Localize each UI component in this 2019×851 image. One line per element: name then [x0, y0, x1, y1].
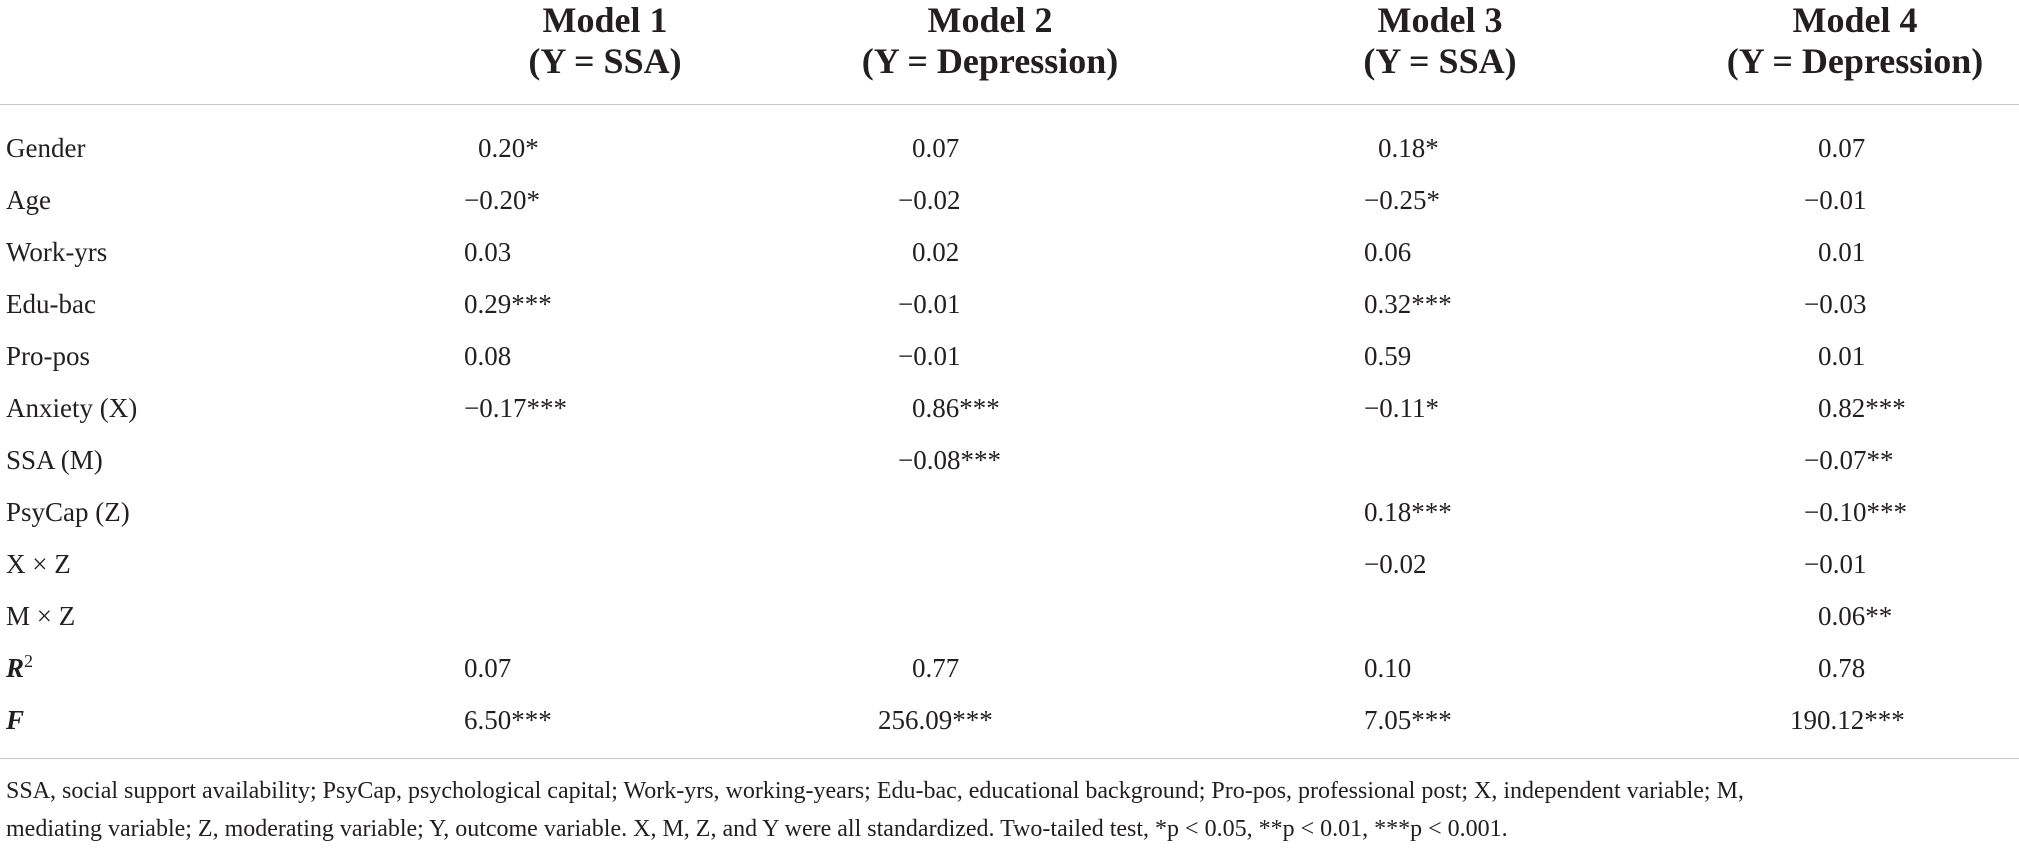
cell-model-3: 7.05*** — [1364, 705, 1452, 735]
table-row — [0, 538, 2019, 590]
cell-model-3: −0.02 — [1364, 549, 1427, 579]
cell-model-4: 0.01 — [1818, 237, 1866, 267]
table-row — [0, 382, 2019, 434]
column-header-model-4 — [1700, 0, 2010, 82]
cell-model-4: 190.12*** — [1790, 705, 1905, 735]
model-outcome: (Y = SSA) — [1363, 41, 1517, 81]
table-row — [0, 174, 2019, 226]
row-label: Anxiety (X) — [6, 393, 138, 423]
table-row-f-statistic — [0, 694, 2019, 746]
footnote-line: mediating variable; Z, moderating variable; Y, outcome variable. X, M, Z, and Y were all standardized. Two-tailed test, *p < 0.05, **p < 0.01, ***p < 0.001. — [6, 816, 1508, 842]
cell-model-4: −0.01 — [1804, 185, 1867, 215]
cell-model-1: 0.03 — [464, 237, 512, 267]
cell-model-3: 0.59 — [1364, 341, 1412, 371]
header-divider — [0, 104, 2019, 105]
cell-model-4: 0.78 — [1818, 653, 1866, 683]
cell-model-3: 0.10 — [1364, 653, 1412, 683]
cell-model-2: 0.77 — [912, 653, 960, 683]
cell-model-1: 0.07 — [464, 653, 512, 683]
cell-model-3: −0.25* — [1364, 185, 1440, 215]
cell-model-4: −0.03 — [1804, 289, 1867, 319]
row-label: PsyCap (Z) — [6, 497, 130, 527]
cell-model-4: 0.82*** — [1818, 393, 1906, 423]
r-squared-superscript: 2 — [24, 651, 34, 671]
cell-model-4: 0.06** — [1818, 601, 1893, 631]
column-header-model-2 — [810, 0, 1170, 82]
model-name: Model 4 — [1792, 0, 1918, 40]
table-row — [0, 590, 2019, 642]
row-label: Edu-bac — [6, 289, 96, 319]
cell-model-3: 0.18* — [1378, 133, 1439, 163]
cell-model-1: 0.29*** — [464, 289, 552, 319]
model-name: Model 2 — [927, 0, 1053, 40]
row-label: Pro-pos — [6, 341, 91, 371]
row-label: M × Z — [6, 601, 76, 631]
r-squared-symbol: R — [6, 653, 25, 683]
row-label: Age — [6, 185, 51, 215]
footnote-line: SSA, social support availability; PsyCap, psychological capital; Work-yrs, working-years; Edu-bac, educational background; Pro-pos, professional post; X, independent variable; M, — [6, 778, 1744, 804]
cell-model-1: −0.20* — [464, 185, 540, 215]
cell-model-2: −0.02 — [898, 185, 961, 215]
cell-model-1: 6.50*** — [464, 705, 552, 735]
cell-model-4: −0.07** — [1804, 445, 1894, 475]
cell-model-4: −0.10*** — [1804, 497, 1907, 527]
row-label — [6, 642, 33, 694]
table-row — [0, 278, 2019, 330]
cell-model-4: −0.01 — [1804, 549, 1867, 579]
cell-model-2: −0.08*** — [898, 445, 1001, 475]
cell-model-1: −0.17*** — [464, 393, 567, 423]
model-name: Model 1 — [542, 0, 668, 40]
table-row-r-squared — [0, 642, 2019, 694]
column-header-model-1 — [455, 0, 755, 82]
table-footnote — [6, 772, 2011, 848]
cell-model-2: 0.02 — [912, 237, 960, 267]
table-row — [0, 486, 2019, 538]
table-row — [0, 434, 2019, 486]
cell-model-1: 0.20* — [478, 133, 539, 163]
model-name: Model 3 — [1377, 0, 1503, 40]
row-label: X × Z — [6, 549, 71, 579]
cell-model-4: 0.01 — [1818, 341, 1866, 371]
row-label: Work-yrs — [6, 237, 108, 267]
cell-model-2: 256.09*** — [878, 705, 993, 735]
cell-model-3: 0.32*** — [1364, 289, 1452, 319]
model-outcome: (Y = Depression) — [1726, 41, 1984, 81]
cell-model-3: 0.18*** — [1364, 497, 1452, 527]
cell-model-2: −0.01 — [898, 289, 961, 319]
cell-model-2: 0.07 — [912, 133, 960, 163]
footer-divider — [0, 758, 2019, 759]
row-label: F — [6, 705, 25, 735]
model-outcome: (Y = Depression) — [861, 41, 1119, 81]
column-header-model-3 — [1280, 0, 1600, 82]
cell-model-4: 0.07 — [1818, 133, 1866, 163]
table-row — [0, 330, 2019, 382]
row-label: Gender — [6, 133, 86, 163]
cell-model-3: −0.11* — [1364, 393, 1439, 423]
cell-model-2: 0.86*** — [912, 393, 1000, 423]
cell-model-2: −0.01 — [898, 341, 961, 371]
model-outcome: (Y = SSA) — [528, 41, 682, 81]
row-label: SSA (M) — [6, 445, 103, 475]
table-row — [0, 226, 2019, 278]
cell-model-3: 0.06 — [1364, 237, 1412, 267]
table-row — [0, 122, 2019, 174]
cell-model-1: 0.08 — [464, 341, 512, 371]
